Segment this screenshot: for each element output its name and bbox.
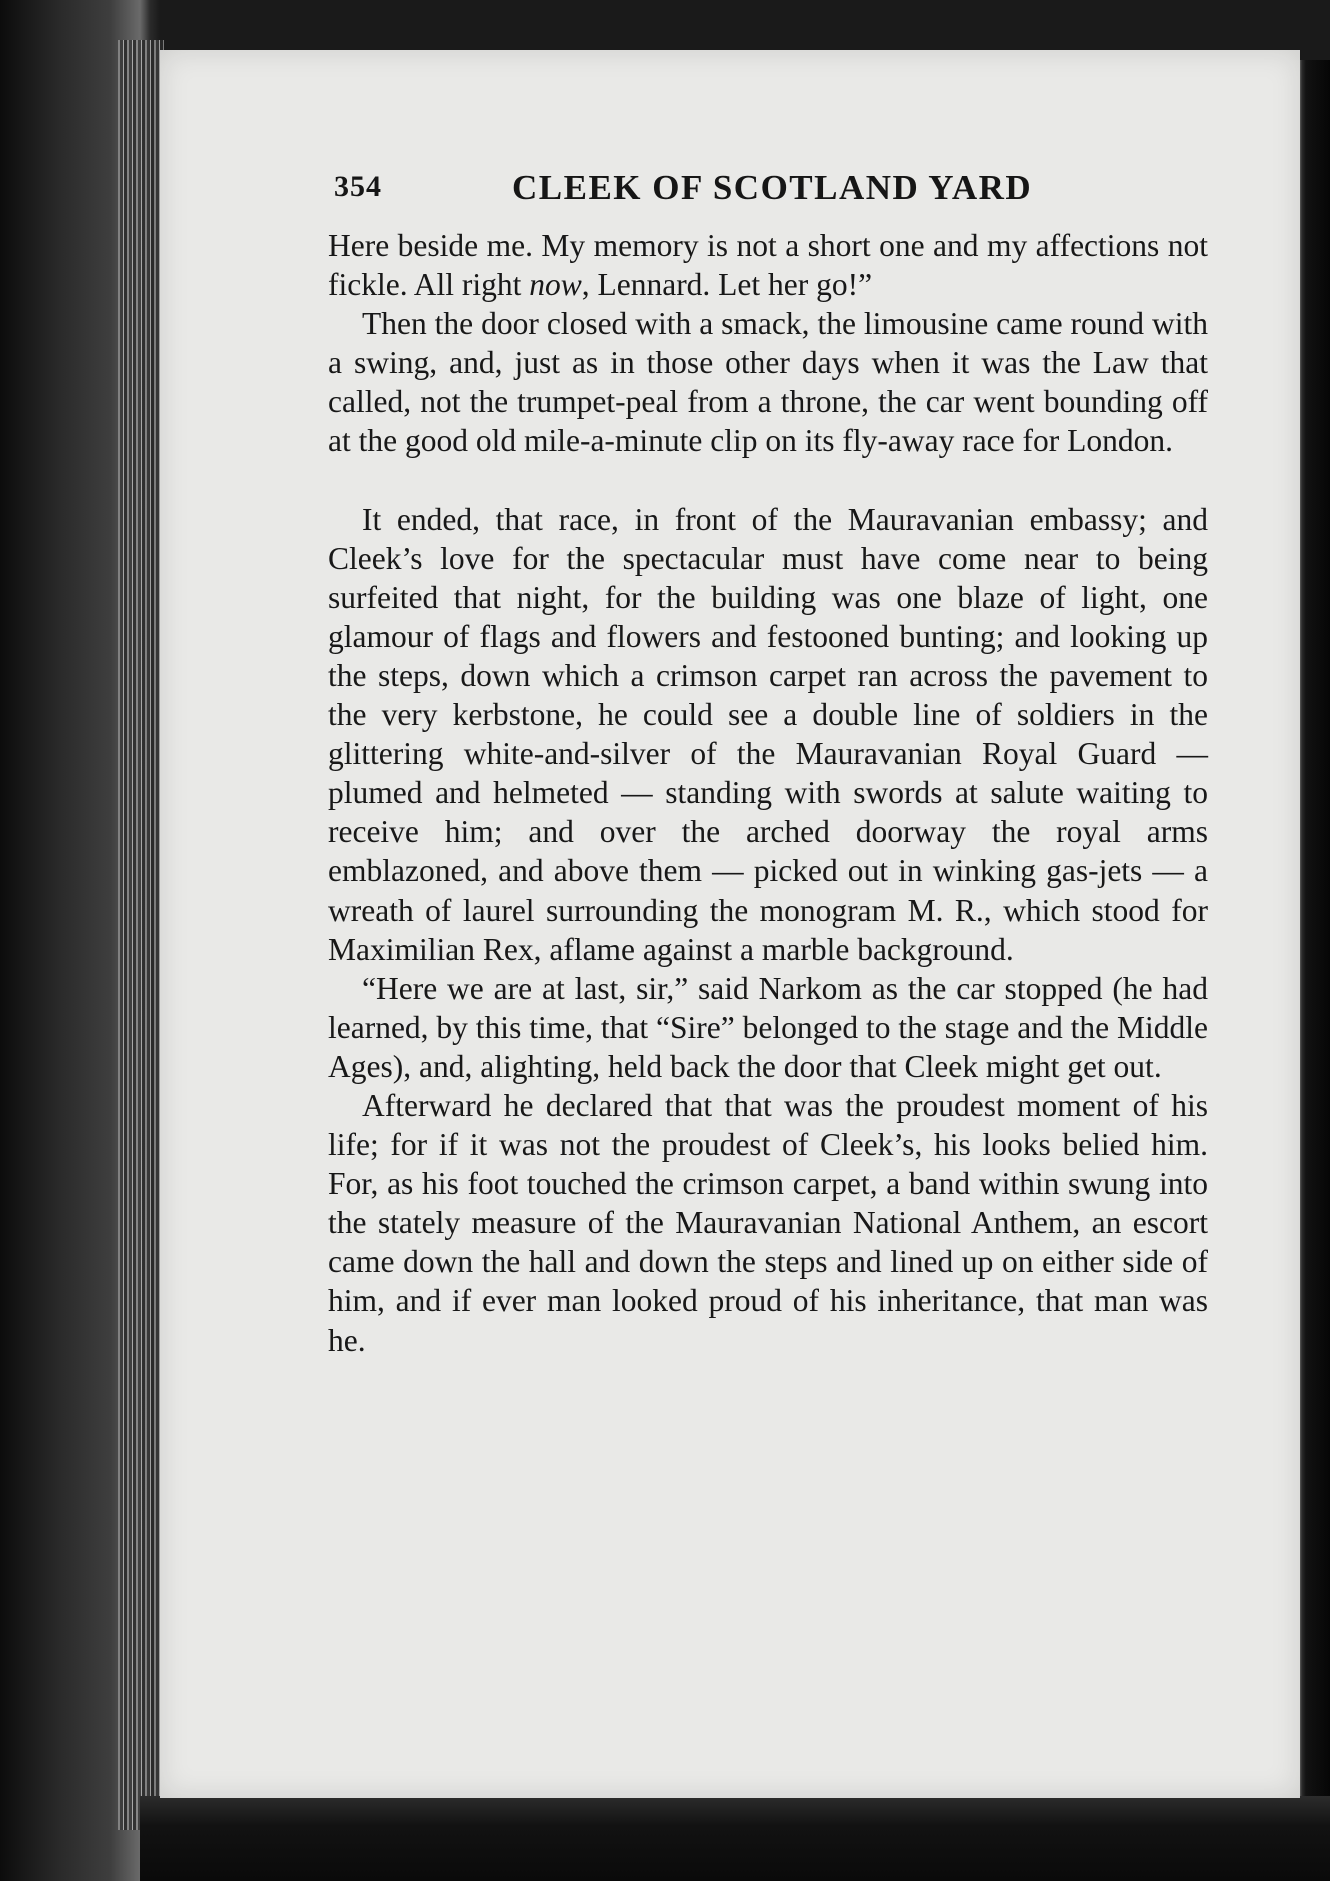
paragraph-continuation <box>328 226 1208 304</box>
book-spine <box>118 40 164 1830</box>
paragraph-text: , Lennard. Let her go!” <box>581 267 873 303</box>
paragraph: “Here we are at last, sir,” said Narkom as the car stopped (he had learned, by this time, that “Sire” belonged to the stage and the Middle Ages), and, alighting, held back the door that Cleek might get out. <box>328 970 1209 1084</box>
page-right-edge <box>1296 60 1330 1800</box>
page-number: 354 <box>334 170 382 203</box>
paragraph: Afterward he declared that that was the proudest moment of his life; for if it was not the proudest of Cleek’s, his looks belied him. For, as his foot touched the crimson carpet, a band within swung into the stately measure of the Mauravanian National Anthem, an escort came down the hall and down the steps and lined up on either side of him, and if ever man looked proud of his inheritance, that man was he. <box>328 1087 1208 1358</box>
body-text <box>328 226 1208 1360</box>
paragraph: Then the door closed with a smack, the limousine came round with a swing, and, just as in those other days when it was the Law that called, not the trumpet-peal from a throne, the car went bounding off at the good old mile-a-minute clip on its fly-away race for London. <box>328 306 1208 459</box>
paragraph-section-start: It ended, that race, in front of the Mauravanian embassy; and Cleek’s love for the spectacular must have come near to being surfeited that night, for the building was one blaze of light, one glamour of flags and flowers and festooned bunting; and looking up the steps, down which a crimson carpet ran across the pavement to the very kerbstone, he could see a double line of soldiers in the glittering white-and-silver of the Mauravanian Royal Guard — plumed and helmeted — standing with swords at salute waiting to receive him; and over the arched doorway the royal arms emblazoned, and above them — picked out in winking gas-jets — a wreath of laurel surrounding the monogram M. R., which stood for Maximilian Rex, aflame against a marble background. <box>328 501 1208 967</box>
page-bottom-edge <box>140 1796 1330 1881</box>
running-header <box>334 168 1054 214</box>
emphasized-word: now <box>529 267 582 303</box>
paragraph-text: Here beside me. My memory is not a short one and my affections not fickle. All right <box>328 228 1208 303</box>
running-title: CLEEK OF SCOTLAND YARD <box>512 168 1033 207</box>
